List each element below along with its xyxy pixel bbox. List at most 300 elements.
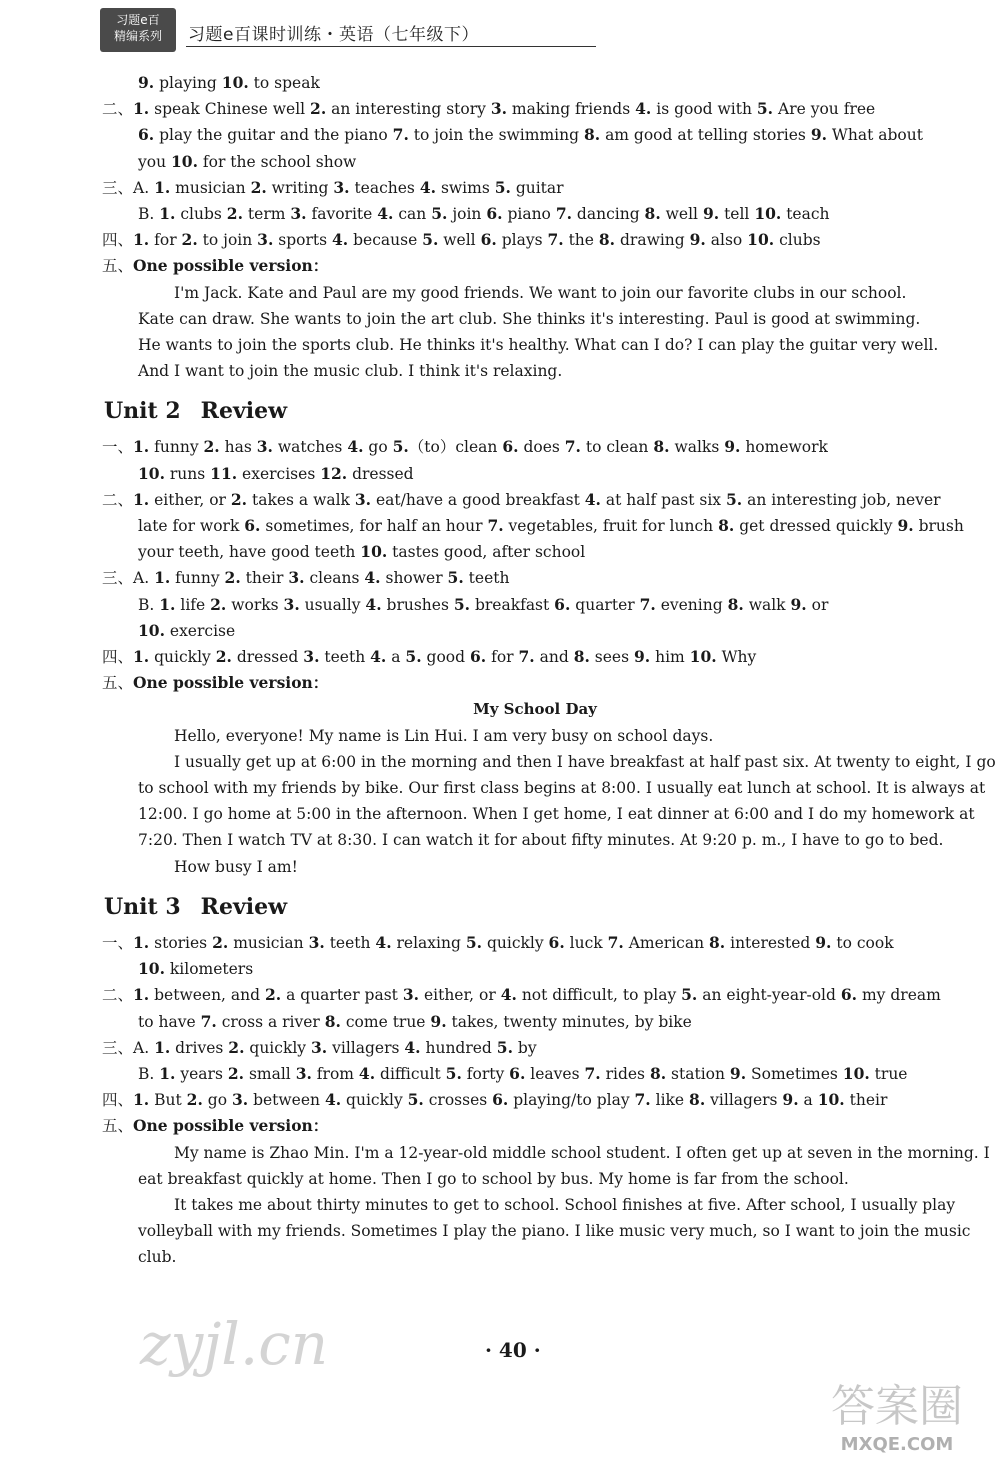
item-answer: （to）clean — [408, 438, 503, 457]
item-answer: teaches — [349, 178, 420, 197]
item-number: 9. — [430, 1011, 447, 1031]
essay-line: eat breakfast quickly at home. Then I go to school by bus. My home is far from the school. — [138, 1169, 849, 1188]
section-prefix: 五、 — [102, 674, 134, 693]
essay-line: club. — [138, 1248, 177, 1267]
item-number: 2. — [212, 932, 229, 952]
item-number: 8. — [653, 437, 670, 457]
item-number: 5. — [431, 204, 448, 224]
answer-line — [102, 930, 932, 956]
essay-line: I'm Jack. Kate and Paul are my good friends. We want to join our favorite clubs in our school. — [174, 283, 907, 302]
item-answer: rides — [600, 1064, 650, 1083]
item-answer: well — [438, 231, 481, 250]
series-logo-line2: 精编系列 — [113, 29, 162, 43]
item-number: 3. — [402, 985, 420, 1005]
item-number: 3. — [295, 1063, 312, 1083]
item-number: 6. — [492, 1090, 509, 1110]
item-answer: usually — [299, 595, 366, 614]
answer-line — [102, 70, 932, 96]
item-answer: can — [393, 205, 432, 224]
item-answer: evening — [655, 595, 728, 614]
essay-line: He wants to join the sports club. He thinks it's healthy. What can I do? I can play the guitar very well. — [138, 336, 939, 355]
item-answer: speak Chinese well — [149, 100, 311, 119]
item-number: 10. — [842, 1063, 870, 1083]
item-answer: crosses — [423, 1091, 493, 1110]
watermark-mxqe — [822, 1380, 972, 1466]
item-answer: to join the swimming — [408, 126, 584, 145]
item-number: 9. — [138, 73, 155, 92]
item-number: 6. — [509, 1063, 526, 1083]
item-answer: works — [226, 595, 284, 614]
item-number: 1. — [133, 985, 150, 1005]
item-answer: join — [447, 205, 487, 224]
item-number: 8. — [718, 516, 735, 536]
item-answer: for — [486, 648, 519, 667]
question-prefix: 一、 — [102, 933, 134, 952]
answer-line — [102, 539, 932, 565]
item-number: 3. — [310, 1037, 328, 1057]
watermark-zyjl: zyjl.cn — [140, 1310, 329, 1378]
page-header — [100, 8, 500, 54]
item-answer: shower — [380, 569, 448, 588]
item-answer: good — [421, 648, 470, 667]
watermark-mxqe-url: MXQE.COM — [840, 1434, 954, 1455]
item-answer: playing/to play — [508, 1091, 635, 1110]
item-answer: life — [175, 595, 211, 614]
answer-line — [102, 122, 932, 148]
item-answer: takes a walk — [247, 490, 355, 509]
item-answer: teeth — [463, 569, 510, 588]
item-answer: their — [240, 569, 289, 588]
question-prefix: 四、 — [102, 648, 134, 667]
item-answer: am good at telling stories — [600, 126, 811, 145]
essay-line: Hello, everyone! My name is Lin Hui. I am very busy on school days. — [174, 726, 714, 745]
item-answer: to have — [138, 1012, 201, 1031]
item-number: 10. — [747, 230, 775, 250]
essay-line: It takes me about thirty minutes to get to school. School finishes at five. After school, I usually play — [174, 1195, 956, 1214]
item-number: 8. — [689, 1090, 706, 1110]
item-number: 1. — [133, 230, 150, 250]
item-number: 1. — [159, 1063, 176, 1083]
answer-line — [102, 513, 964, 539]
item-answer: for the school show — [197, 152, 357, 171]
version-label: One possible version： — [133, 256, 329, 276]
answer-line — [102, 1061, 932, 1087]
item-answer: takes, twenty minutes, by bike — [446, 1012, 692, 1031]
item-answer: watches — [272, 438, 348, 457]
item-answer: my dream — [857, 986, 941, 1005]
essay-line: Kate can draw. She wants to join the art club. She thinks it's interesting. Paul is good at swimming. — [138, 309, 921, 328]
item-number: 1. — [133, 1090, 150, 1110]
item-answer: not difficult, to play — [516, 986, 682, 1005]
answer-line — [102, 1035, 932, 1061]
essay-line: And I want to join the music club. I think it's relaxing. — [138, 362, 563, 381]
item-answer: drawing — [615, 231, 690, 250]
item-answer: leaves — [525, 1064, 585, 1083]
item-answer: a — [386, 648, 406, 667]
item-number: 2. — [186, 1090, 203, 1110]
item-answer: eat/have a good breakfast — [371, 490, 585, 509]
item-answer: vegetables, fruit for lunch — [503, 517, 719, 536]
item-number: 3. — [308, 932, 325, 952]
item-number: 5. — [725, 489, 743, 509]
item-number: 4. — [419, 177, 437, 197]
item-answer: either, or — [149, 490, 231, 509]
item-answer: plays — [496, 231, 548, 250]
item-answer: an eight-year-old — [697, 986, 841, 1005]
item-answer: sports — [273, 231, 332, 250]
item-answer: runs — [164, 464, 211, 483]
essay-title: My School Day — [473, 700, 597, 719]
item-answer: like — [650, 1091, 690, 1110]
item-number: 10. — [138, 463, 165, 483]
item-answer: teach — [781, 205, 830, 224]
item-answer: funny — [149, 438, 204, 457]
item-number: 1. — [159, 594, 176, 614]
item-number: 1. — [154, 1037, 171, 1057]
item-answer: go — [363, 438, 393, 457]
item-answer: Sometimes — [746, 1064, 843, 1083]
question-prefix: B. — [138, 205, 160, 224]
answer-line — [102, 644, 932, 670]
question-prefix: 二、 — [102, 986, 134, 1005]
item-number: 7. — [564, 437, 581, 457]
item-number: 7. — [200, 1011, 217, 1031]
item-answer: drives — [170, 1038, 229, 1057]
answer-line — [102, 1087, 932, 1113]
unit-3-title — [104, 892, 932, 922]
item-number: 2. — [227, 1063, 245, 1083]
item-number: 6. — [138, 125, 155, 145]
item-number: 8. — [324, 1011, 341, 1031]
item-number: 4. — [347, 437, 364, 457]
item-number: 10. — [221, 73, 249, 92]
item-number: 9. — [810, 125, 827, 145]
version-label: One possible version： — [133, 673, 329, 693]
item-answer: is good with — [651, 100, 757, 119]
item-number: 9. — [702, 204, 720, 224]
answer-line — [102, 201, 932, 227]
answer-line — [102, 982, 941, 1008]
answer-line — [102, 956, 932, 982]
answer-line — [102, 175, 932, 201]
answer-line — [102, 565, 932, 591]
answer-line — [102, 487, 941, 513]
item-number: 5. — [392, 437, 409, 457]
item-number: 11. — [210, 463, 238, 483]
item-number: 5. — [681, 985, 698, 1005]
item-number: 4. — [324, 1090, 342, 1110]
item-number: 6. — [548, 932, 565, 952]
item-number: 4. — [377, 204, 394, 224]
item-answer: But — [149, 1091, 187, 1110]
item-answer: from — [311, 1064, 359, 1083]
item-number: 5. — [447, 568, 464, 588]
item-answer: play the guitar and the piano — [154, 126, 393, 145]
item-answer: villagers — [705, 1091, 783, 1110]
item-number: 8. — [727, 594, 744, 614]
item-number: 4. — [364, 568, 381, 588]
item-answer: piano — [502, 205, 556, 224]
item-answer: quickly — [244, 1038, 311, 1057]
section-label — [102, 253, 932, 279]
item-number: 4. — [375, 932, 392, 952]
item-number: 8. — [583, 125, 601, 145]
item-answer: between, and — [149, 986, 265, 1005]
item-number: 8. — [573, 647, 590, 667]
item-answer: hundred — [420, 1038, 497, 1057]
item-answer: difficult — [375, 1064, 446, 1083]
item-answer: a — [798, 1091, 818, 1110]
item-number: 7. — [584, 1063, 601, 1083]
item-answer: teeth — [319, 648, 371, 667]
item-number: 3. — [490, 99, 507, 119]
item-answer: tastes good, after school — [387, 543, 586, 562]
page-number: · 40 · — [485, 1338, 541, 1362]
question-prefix: 一、 — [102, 438, 134, 457]
item-number: 2. — [203, 437, 220, 457]
item-answer: to clean — [580, 438, 654, 457]
item-answer: making friends — [507, 100, 636, 119]
header-rule — [186, 46, 596, 47]
item-answer: dancing — [572, 205, 645, 224]
item-answer: an interesting job, never — [742, 490, 941, 509]
item-answer: musician — [228, 933, 309, 952]
item-answer: brushes — [381, 595, 454, 614]
item-number: 7. — [392, 125, 409, 145]
item-answer: cross a river — [216, 1012, 325, 1031]
answer-line — [102, 592, 932, 618]
item-number: 2. — [264, 985, 282, 1005]
item-answer: to join — [197, 231, 258, 250]
item-answer: small — [244, 1064, 296, 1083]
item-answer: favorite — [306, 205, 378, 224]
item-number: 1. — [133, 99, 150, 119]
item-number: 2. — [228, 1037, 245, 1057]
item-answer: get dressed quickly — [734, 517, 898, 536]
item-number: 9. — [815, 932, 832, 952]
item-number: 5. — [496, 1037, 513, 1057]
item-number: 7. — [634, 1090, 651, 1110]
item-number: 8. — [598, 230, 616, 250]
question-prefix: 四、 — [102, 1091, 134, 1110]
question-prefix: 三、A. — [102, 569, 155, 588]
item-number: 2. — [250, 177, 267, 197]
item-number: 3. — [257, 230, 274, 250]
question-prefix: B. — [138, 1064, 160, 1083]
item-answer: to speak — [248, 74, 320, 92]
item-answer: tell — [719, 205, 755, 224]
essay-line: 12:00. I go home at 5:00 in the afternoon. When I get home, I eat dinner at 6:00 and I do my homework at — [138, 805, 975, 824]
item-number: 1. — [133, 489, 150, 509]
item-number: 1. — [154, 177, 171, 197]
unit-2-title — [104, 396, 932, 426]
essay-line: How busy I am! — [174, 857, 298, 876]
item-number: 2. — [210, 594, 227, 614]
unit-label: Unit 3 — [104, 893, 181, 920]
item-number: 3. — [256, 437, 273, 457]
item-number: 10. — [754, 204, 782, 224]
item-answer: forty — [461, 1064, 510, 1083]
item-number: 3. — [290, 204, 307, 224]
item-answer: their — [844, 1091, 888, 1110]
item-number: 4. — [358, 1063, 376, 1083]
item-answer: quickly — [149, 648, 216, 667]
item-number: 6. — [554, 594, 571, 614]
essay-line: My name is Zhao Min. I'm a 12-year-old middle school student. I often get up at seven in the morning. I — [174, 1143, 990, 1162]
item-number: 2. — [215, 647, 232, 667]
item-answer: term — [242, 205, 291, 224]
question-prefix: 三、A. — [102, 178, 155, 197]
item-number: 4. — [404, 1037, 421, 1057]
item-answer: musician — [170, 178, 251, 197]
question-prefix: B. — [138, 595, 160, 614]
item-answer: does — [518, 438, 565, 457]
item-answer: go — [202, 1091, 232, 1110]
item-answer: years — [175, 1064, 228, 1083]
item-answer: quickly — [341, 1091, 408, 1110]
question-prefix: 二、 — [102, 490, 134, 509]
item-answer: true — [869, 1064, 908, 1083]
item-answer: between — [248, 1091, 325, 1110]
item-answer: you — [138, 152, 171, 171]
item-number: 7. — [639, 594, 656, 614]
item-number: 9. — [689, 230, 706, 250]
item-number: 1. — [159, 204, 176, 224]
item-answer: dressed — [347, 464, 414, 483]
item-number: 8. — [709, 932, 726, 952]
item-answer: luck — [564, 933, 608, 952]
item-answer: cleans — [304, 569, 365, 588]
item-number: 10. — [360, 542, 388, 562]
item-number: 7. — [518, 647, 535, 667]
item-answer: Are you free — [773, 100, 876, 119]
item-number: 1. — [133, 647, 150, 667]
item-number: 6. — [486, 204, 503, 224]
item-number: 2. — [230, 489, 248, 509]
review-label: Review — [200, 893, 288, 920]
item-number: 3. — [303, 647, 320, 667]
item-number: 1. — [133, 437, 150, 457]
question-prefix: 四、 — [102, 231, 134, 250]
item-number: 12. — [320, 463, 348, 483]
answer-line — [102, 434, 932, 460]
item-number: 2. — [181, 230, 198, 250]
item-answer: walks — [669, 438, 725, 457]
section-label — [102, 670, 932, 696]
question-prefix: 三、A. — [102, 1038, 155, 1057]
item-number: 9. — [724, 437, 741, 457]
book-title: 习题e百课时训练・英语（七年级下） — [188, 25, 479, 45]
item-answer: Why — [716, 648, 757, 667]
item-number: 7. — [487, 516, 504, 536]
item-number: 3. — [231, 1090, 249, 1110]
item-number: 9. — [782, 1090, 799, 1110]
item-answer: American — [623, 933, 709, 952]
essay-line: to school with my friends by bike. Our first class begins at 8:00. I usually eat lunch at school. It is always at — [138, 779, 986, 798]
item-number: 4. — [584, 489, 601, 509]
item-number: 5. — [453, 594, 471, 614]
item-number: 2. — [226, 204, 243, 224]
answer-line — [102, 1009, 932, 1035]
item-number: 9. — [790, 594, 807, 614]
item-answer: or — [806, 595, 829, 614]
item-number: 10. — [817, 1090, 845, 1110]
item-number: 9. — [729, 1063, 747, 1083]
item-answer: exercises — [237, 464, 321, 483]
item-answer: swims — [436, 178, 495, 197]
item-answer: because — [348, 231, 423, 250]
item-number: 1. — [133, 932, 150, 952]
item-number: 1. — [154, 568, 171, 588]
item-answer: What about — [827, 126, 923, 145]
item-answer: your teeth, have good teeth — [138, 543, 361, 562]
item-answer: sees — [589, 648, 634, 667]
series-logo — [100, 8, 176, 52]
item-answer: breakfast — [470, 595, 555, 614]
item-number: 10. — [138, 620, 165, 640]
item-answer: him — [650, 648, 690, 667]
item-number: 6. — [502, 437, 519, 457]
item-answer: clubs — [774, 231, 821, 250]
item-number: 7. — [547, 230, 564, 250]
item-answer: brush — [913, 517, 964, 536]
answer-line — [102, 149, 932, 175]
item-answer: station — [666, 1064, 730, 1083]
item-number: 7. — [607, 932, 624, 952]
item-number: 10. — [689, 647, 717, 667]
item-answer: well — [660, 205, 703, 224]
watermark-mxqe-logo: 答案圈 — [831, 1381, 963, 1432]
item-number: 5. — [422, 230, 439, 250]
section-prefix: 五、 — [102, 1117, 134, 1136]
item-number: 6. — [469, 647, 487, 667]
item-number: 7. — [555, 204, 572, 224]
item-answer: kilometers — [164, 960, 254, 979]
item-answer: writing — [266, 178, 334, 197]
item-number: 4. — [370, 647, 387, 667]
answer-line — [102, 96, 932, 122]
item-answer: by — [512, 1038, 537, 1057]
item-answer: the — [563, 231, 599, 250]
item-number: 4. — [635, 99, 652, 119]
version-label: One possible version： — [133, 1116, 329, 1136]
answer-line — [102, 618, 932, 644]
item-answer: and — [534, 648, 574, 667]
item-answer: dressed — [231, 648, 304, 667]
item-number: 5. — [756, 99, 774, 119]
unit-label: Unit 2 — [104, 398, 181, 425]
answer-line — [102, 461, 932, 487]
item-answer: a quarter past — [281, 986, 403, 1005]
item-answer: quarter — [570, 595, 640, 614]
answer-content — [102, 70, 996, 1271]
item-number: 3. — [354, 489, 372, 509]
item-answer: has — [219, 438, 257, 457]
essay-line: volleyball with my friends. Sometimes I play the piano. I like music very much, so I want to join the music — [138, 1222, 971, 1241]
item-answer: stories — [149, 933, 213, 952]
item-number: 3. — [288, 568, 305, 588]
item-answer: late for work — [138, 517, 245, 536]
item-number: 5. — [465, 932, 483, 952]
item-number: 3. — [333, 177, 350, 197]
item-answer: to cook — [831, 933, 894, 952]
section-prefix: 五、 — [102, 257, 134, 276]
item-answer: guitar — [510, 178, 564, 197]
item-number: 5. — [494, 177, 511, 197]
item-answer: walk — [743, 595, 791, 614]
item-number: 4. — [332, 230, 349, 250]
item-answer: also — [705, 231, 748, 250]
